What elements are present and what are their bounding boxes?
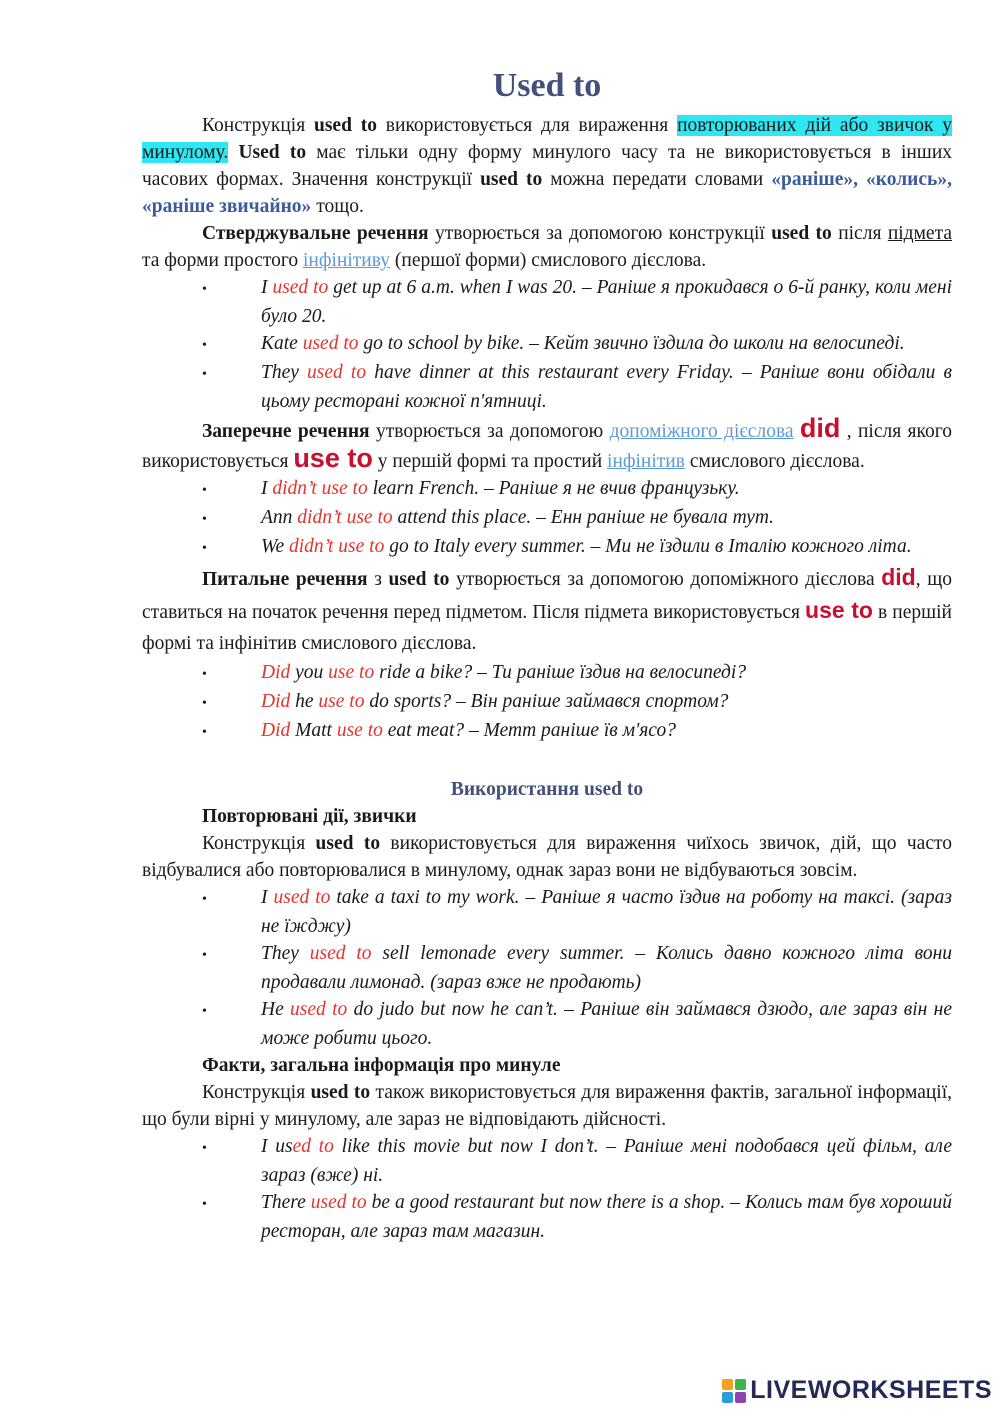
intro-paragraph: Конструкція used to використовується для вираження повторюваних дій або звичок у минулому. Used to має тільки одну форму минулого часу та не використовується в інших часових формах. Значення конструкції used to можна передати словами «раніше», «колись», «раніше звичайно» тощо. xyxy=(142,115,953,217)
list-item: •There used to be a good restaurant but now there is a shop. – Колись там був хороший ресторан, але зараз там магазин. xyxy=(142,1189,952,1245)
logo-square xyxy=(735,1379,746,1390)
affirmative-paragraph: Стверджувальне речення утворюється за допомогою конструкції used to після підмета та форми простого інфінітиву (першої форми) смислового дієслова. xyxy=(142,223,952,271)
highlighted-text: повторюваних дій або звичок у минулому. xyxy=(142,115,953,163)
logo-text: LIVEWORKSHEETS xyxy=(750,1376,992,1404)
list-item: •Did you use to ride a bike? – Ти раніше їздив на велосипеді? xyxy=(142,659,952,688)
list-item: •Did he use to do sports? – Він раніше займався спортом? xyxy=(142,688,952,717)
logo-square xyxy=(735,1392,746,1403)
facts-paragraph: Конструкція used to також використовується для вираження фактів, загальної інформації, що були вірні у минулому, але зараз не відповідають дійсності. xyxy=(142,1082,952,1130)
list-item: •I used to take a taxi to my work. – Раніше я часто їздив на роботу на таксі. (зараз не їжджу) xyxy=(142,884,952,940)
infinitive-link[interactable]: інфінітив xyxy=(607,451,685,472)
section-heading: Повторювані дії, звички xyxy=(202,806,417,827)
negative-paragraph: Заперечне речення утворюється за допомогою допоміжного дієслова did , після якого використовується use to у першій формі та простий інфінітив смислового дієслова. xyxy=(142,413,953,473)
list-item: •They used to sell lemonade every summer. – Колись давно кожного літа вони продавали лимонад. (зараз вже не продають) xyxy=(142,940,952,996)
liveworksheets-logo[interactable] xyxy=(722,1376,992,1405)
list-item: •He used to do judo but now he can’t. – Раніше він займався дзюдо, але зараз він не може робити цього. xyxy=(142,996,952,1052)
list-item: •They used to have dinner at this restaurant every Friday. – Раніше вони обідали в цьому ресторані кожної п'ятниці. xyxy=(142,359,952,415)
document-page xyxy=(142,62,952,1245)
list-item: •I used to get up at 6 a.m. when I was 20. – Раніше я прокидався о 6-й ранку, коли мені було 20. xyxy=(142,274,952,330)
section-title: Використання used to xyxy=(450,779,644,800)
logo-square xyxy=(722,1379,733,1390)
logo-square xyxy=(722,1392,733,1403)
logo-mark-icon xyxy=(722,1379,746,1403)
list-item: •I didn’t use to learn French. – Раніше я не вчив французьку. xyxy=(142,475,952,504)
list-item: •Ann didn’t use to attend this place. – Енн раніше не бувала тут. xyxy=(142,504,952,533)
question-paragraph: Питальне речення з used to утворюється за допомогою допоміжного дієслова did, що ставиться на початок речення перед підметом. Після підмета використовується use to в першій формі та інфінітив смислового дієслова. xyxy=(142,564,952,654)
list-item: •We didn’t use to go to Italy every summer. – Ми не їздили в Італію кожного літа. xyxy=(142,533,952,562)
section-heading: Факти, загальна інформація про минуле xyxy=(202,1055,561,1076)
infinitive-link[interactable]: інфінітиву xyxy=(303,250,391,271)
habits-paragraph: Конструкція used to використовується для вираження чиїхось звичок, дій, що часто відбувалися або повторювалися в минулому, однак зараз вони не відбуваються зовсім. xyxy=(142,833,952,881)
list-item: •Kate used to go to school by bike. – Кейт звично їздила до школи на велосипеді. xyxy=(142,330,952,359)
list-item: •Did Matt use to eat meat? – Метт раніше їв м'ясо? xyxy=(142,717,952,746)
page-title: Used to xyxy=(492,67,602,104)
auxiliary-verb-link[interactable]: допоміжного дієслова xyxy=(609,421,794,442)
list-item: •I used to like this movie but now I don’t. – Раніше мені подобався цей фільм, але зараз (вже) ні. xyxy=(142,1133,952,1189)
